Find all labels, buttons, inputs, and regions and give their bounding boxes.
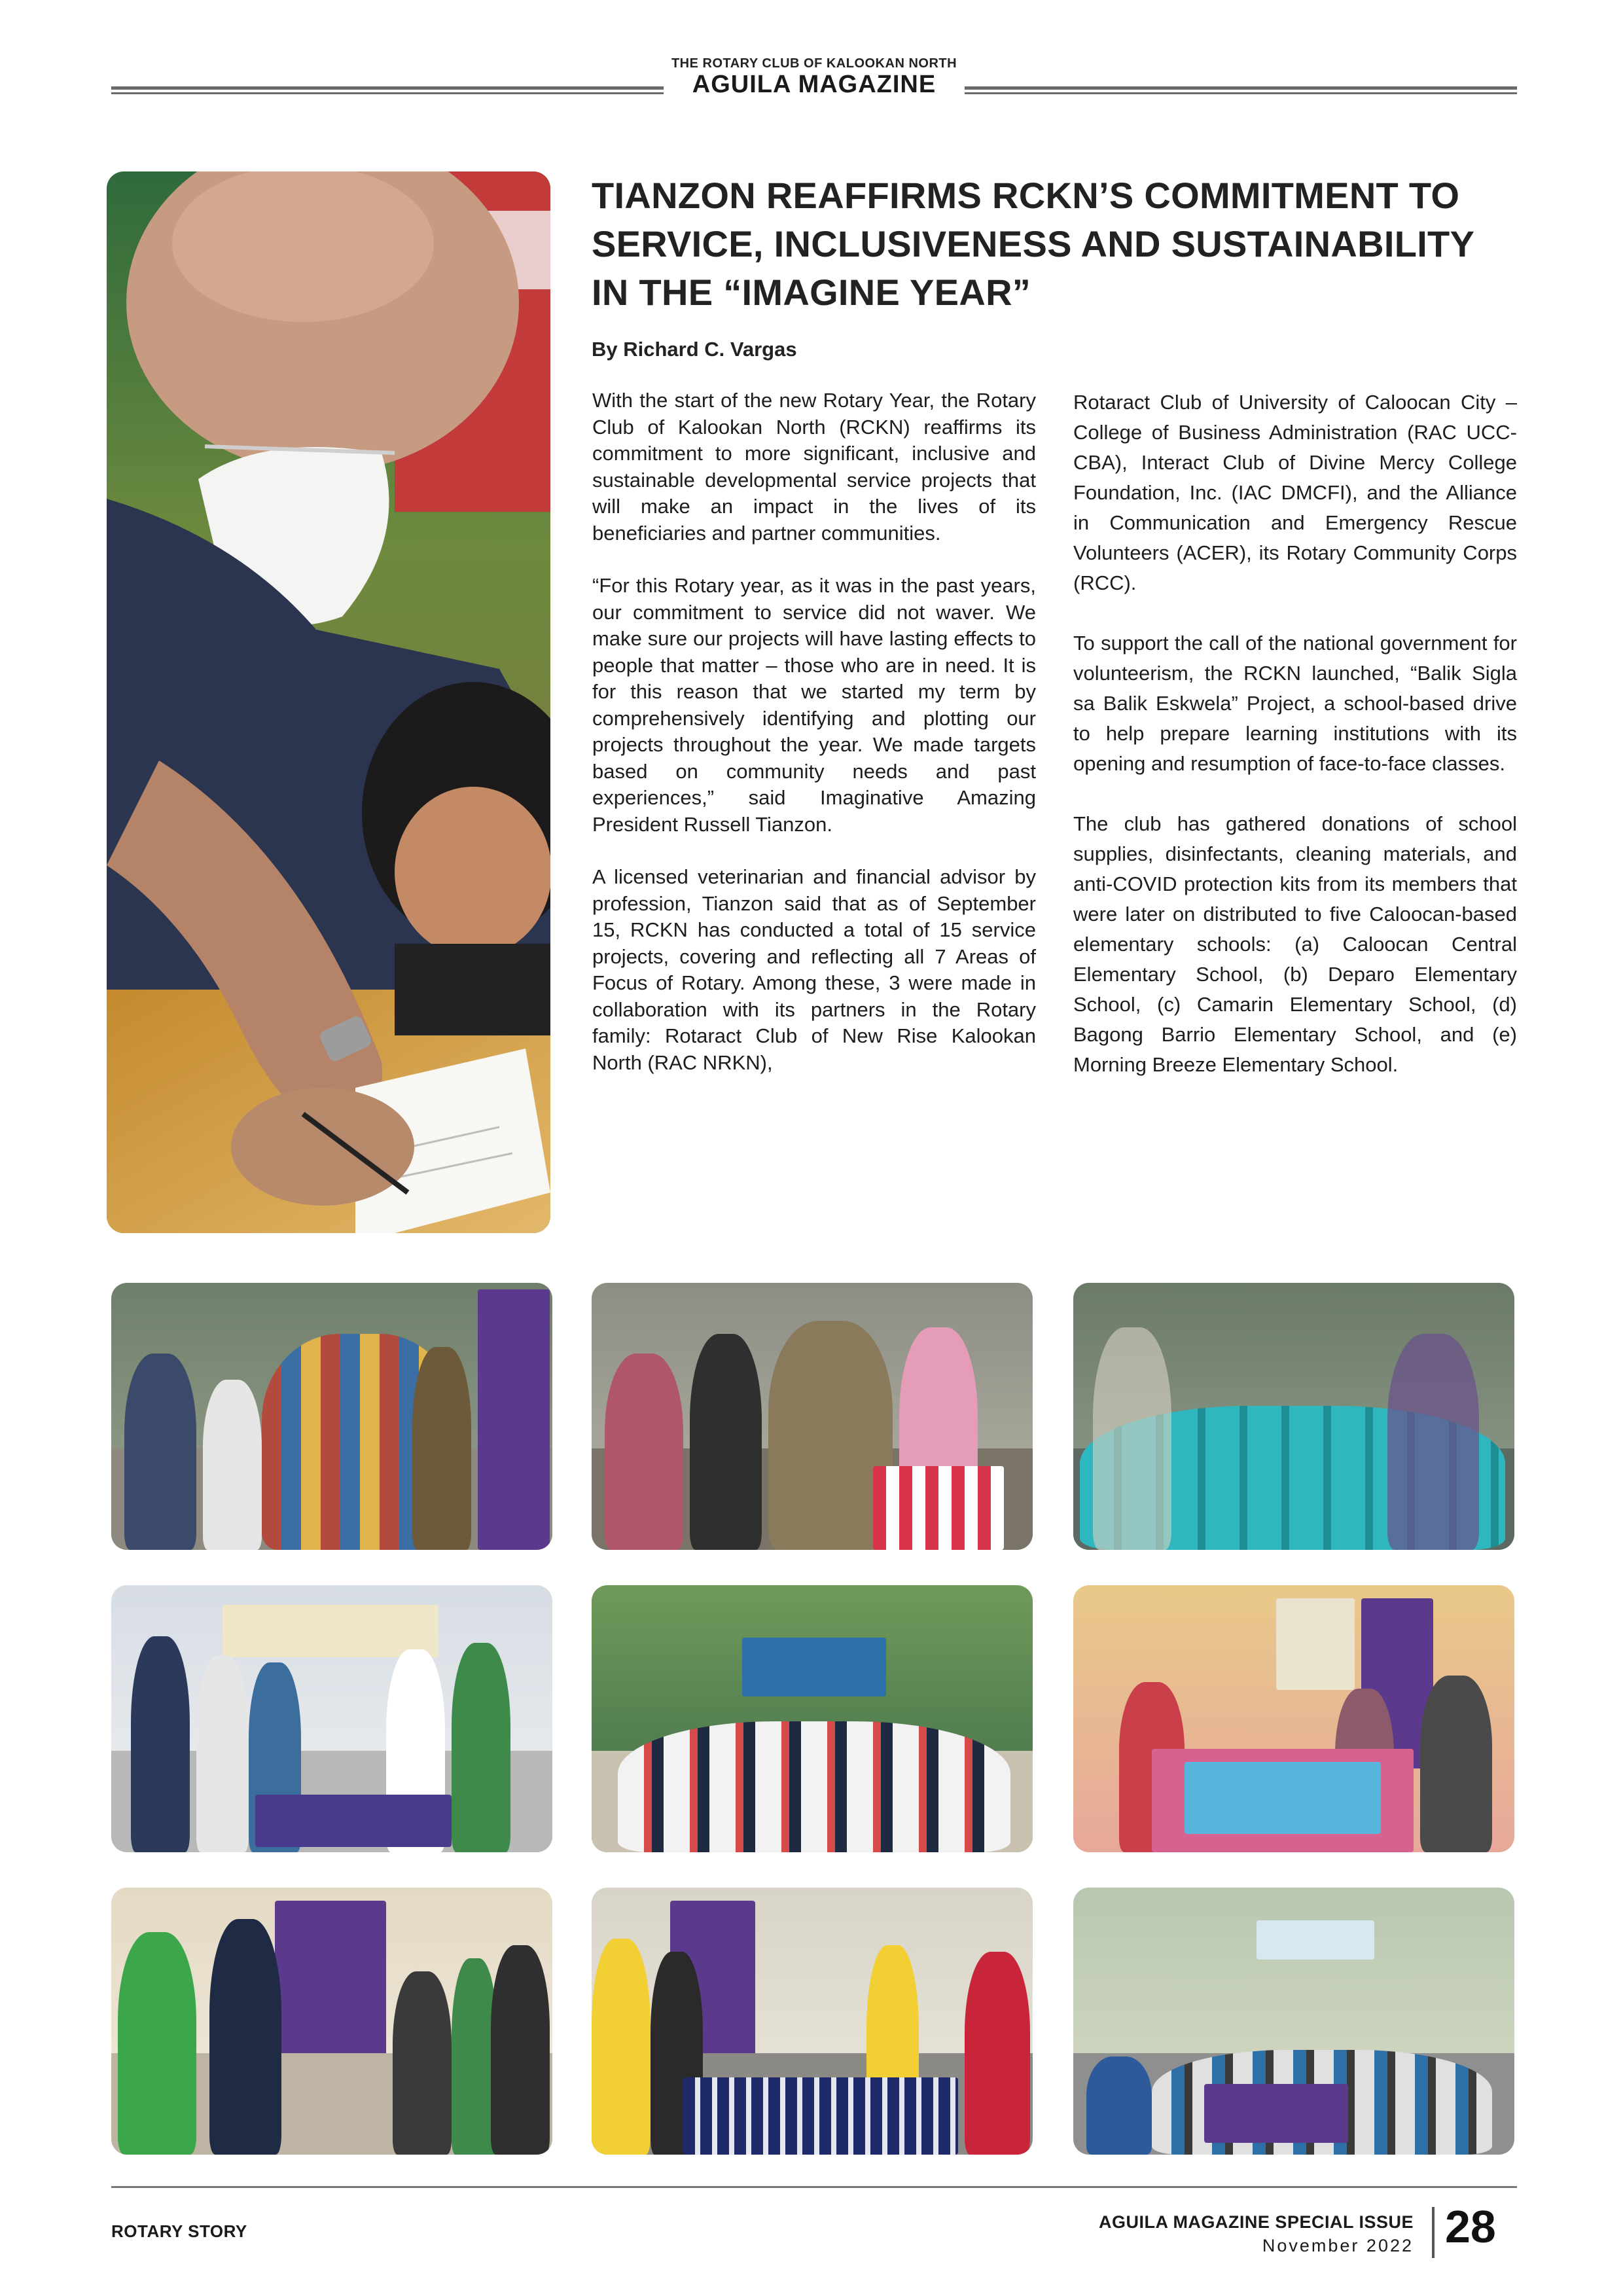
article-paragraph: Rotaract Club of University of Caloocan City – College of Business Administration (RAC UCC-CBA), Interact Club of Divine Mercy College Foundation, Inc. (IAC DMCFI), and the Alliance in Communication and Emergency Rescue Volunteers (ACER), its Rotary Community Corps (RCC). (1073, 391, 1517, 594)
photo-gift-giving (592, 1283, 1033, 1550)
article-paragraph: “For this Rotary year, as it was in the past years, our commitment to service did not waver. We make sure our projects will have lasting effects to people that matter – those who are in need. It is for this reason that we started my term by comprehensively identifying and plotting our projects throughout the year. We made targets based on community needs and past experiences,” said Imaginative Amazing President Russell Tianzon. (592, 574, 1036, 836)
photo-deparo-donation (111, 1585, 552, 1852)
footer-section-label: ROTARY STORY (111, 2221, 247, 2241)
hero-photo (107, 171, 550, 1233)
article-paragraph: To support the call of the national government for volunteerism, the RCKN launched, “Balik Sigla sa Balik Eskwela” Project, a school-based drive to help prepare learning institutions with its opening and resumption of face-to-face classes. (1073, 632, 1517, 775)
article-column-2 (1073, 387, 1517, 1110)
article-column-1 (592, 387, 1036, 1102)
hero-photo-illustration (107, 171, 550, 1233)
article-byline: By Richard C. Vargas (592, 338, 797, 361)
photo-caloocan-central-school (1073, 1888, 1514, 2155)
article-paragraph: A licensed veterinarian and financial advisor by profession, Tianzon said that as of September 15, RCKN has conducted a total of 15 service projects, covering and reflecting all 7 Areas of Focus of Rotary. Among these, 3 were made in collaboration with its partners in the Rotary family: Rotaract Club of New Rise Kalookan North (RAC NRKN), (592, 865, 1036, 1074)
footer-rule (111, 2186, 1517, 2188)
page-number: 28 (1445, 2201, 1496, 2252)
article-paragraph: The club has gathered donations of school supplies, disinfectants, cleaning materials, and anti-COVID protection kits from its members that were later on distributed to five Caloocan-based elementary schools: (a) Caloocan Central Elementary School, (b) Deparo Elementary School, (c) Camarin Elementary School, (d) Bagong Barrio Elementary School, and (e) Morning Breeze Elementary School. (1073, 812, 1517, 1076)
masthead (111, 56, 1517, 102)
photo-donation-with-mattress (592, 1888, 1033, 2155)
photo-graduation-group (592, 1585, 1033, 1852)
footer-issue-title: AGUILA MAGAZINE SPECIAL ISSUE (1098, 2212, 1414, 2232)
masthead-club-name: THE ROTARY CLUB OF KALOOKAN NORTH (671, 56, 957, 71)
photo-community-service-banner (111, 1888, 552, 2155)
masthead-title: AGUILA MAGAZINE (692, 71, 936, 98)
footer-issue-date: November 2022 (1262, 2236, 1414, 2255)
photo-children-with-backpacks (1073, 1283, 1514, 1550)
photo-registration-table (1073, 1585, 1514, 1852)
article-paragraph: With the start of the new Rotary Year, the Rotary Club of Kalookan North (RCKN) reaffirms its commitment to more significant, inclusive and sustainable developmental service projects that will make an impact in the lives of its beneficiaries and partner communities. (592, 389, 1036, 545)
photo-crowd-outdoors (111, 1283, 552, 1550)
footer-divider (1432, 2207, 1435, 2258)
article-headline: TIANZON REAFFIRMS RCKN’S COMMITMENT TO SERVICE, INCLUSIVENESS AND SUSTAINABILITY IN THE “IMAGINE YEAR” (592, 175, 1474, 313)
